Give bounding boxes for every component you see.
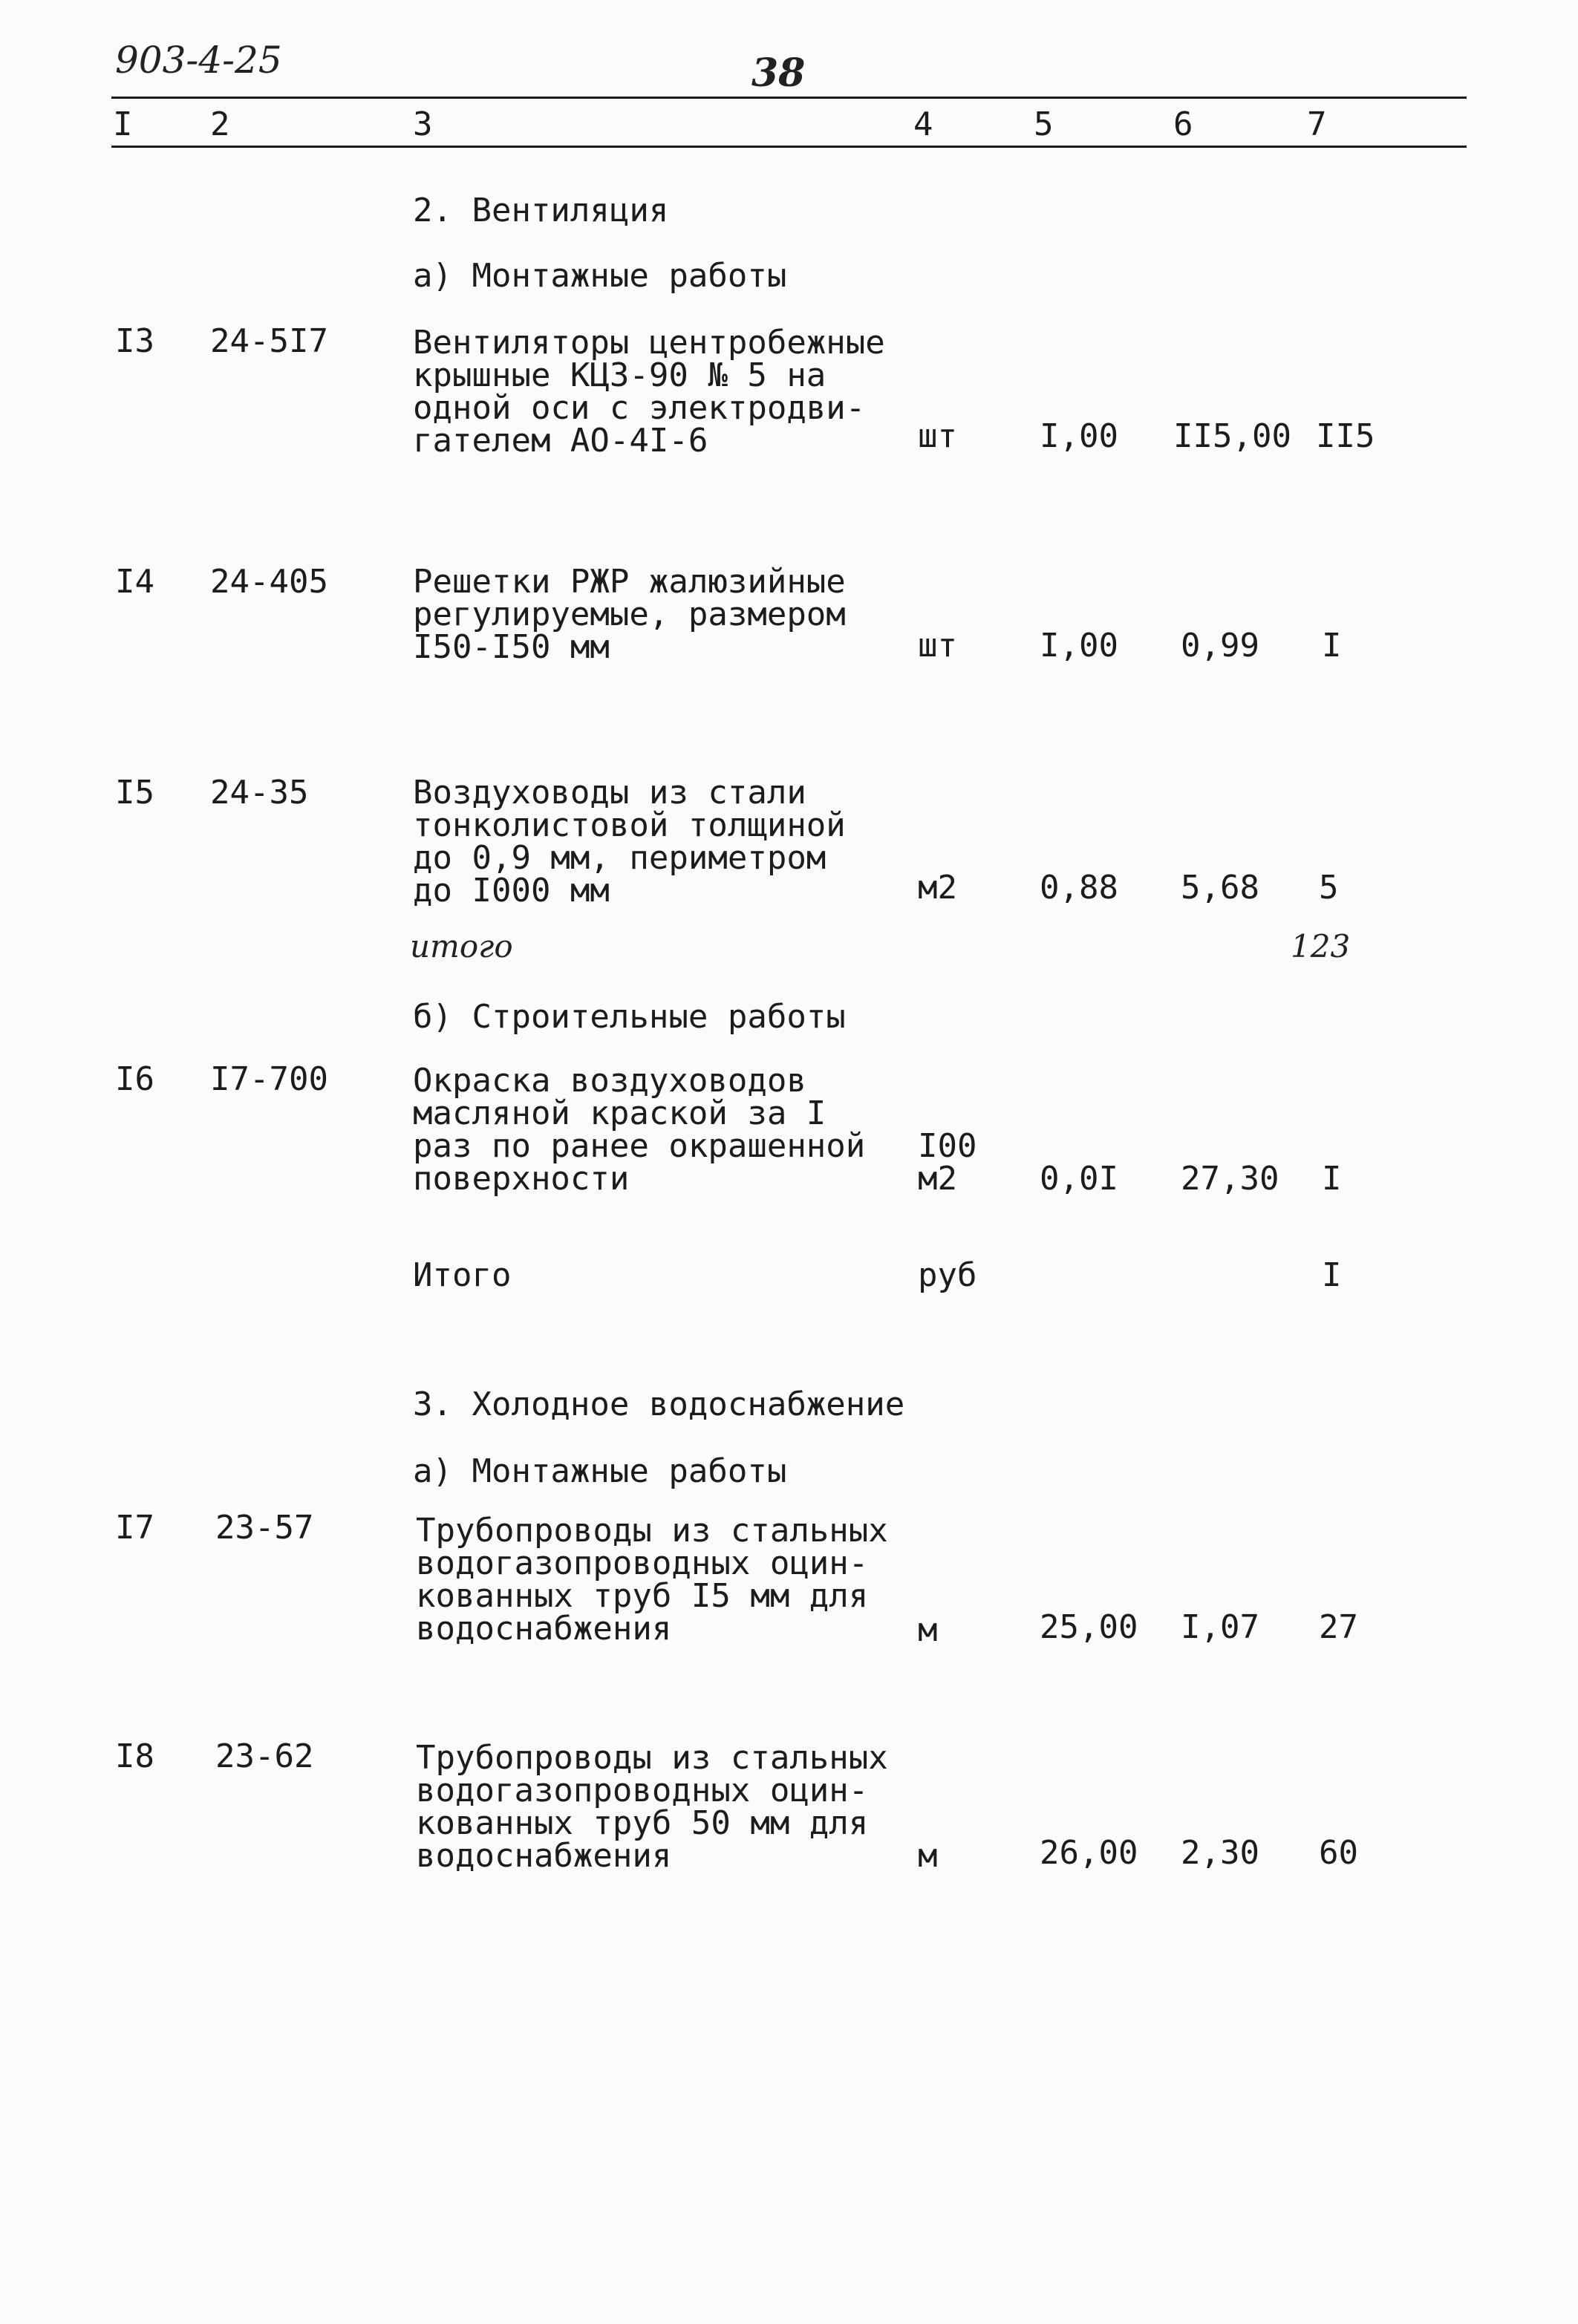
row-unit-price: 27,30 <box>1181 1160 1279 1198</box>
row-code: 23-57 <box>215 1509 314 1547</box>
row-total: I <box>1322 627 1342 665</box>
row-unit: м <box>918 1837 938 1875</box>
row-description: Окраска воздуховодов масляной краской за I раз по ранее окрашенной поверхности <box>413 1062 866 1198</box>
section-title-ventilation: 2. Вентиляция <box>413 192 669 229</box>
row-quantity: 25,00 <box>1040 1608 1138 1646</box>
subsection-ventilation-build: б) Строительные работы <box>413 998 846 1036</box>
row-code: 23-62 <box>215 1737 314 1775</box>
subtotal-value-handwritten: 123 <box>1291 928 1351 964</box>
row-number: I8 <box>115 1737 154 1775</box>
row-unit-price: I,07 <box>1181 1608 1259 1646</box>
row-unit-price: II5,00 <box>1173 417 1291 455</box>
row-total: I <box>1322 1160 1342 1198</box>
row-unit: м2 <box>918 869 957 907</box>
row-quantity: 0,88 <box>1040 869 1118 907</box>
column-header-1: I <box>113 105 133 143</box>
row-unit: шт <box>918 627 957 665</box>
row-total: 60 <box>1319 1834 1358 1872</box>
subsection-ventilation-mount: а) Монтажные работы <box>413 257 787 295</box>
row-unit: м <box>918 1611 938 1649</box>
column-header-7: 7 <box>1307 105 1327 143</box>
row-quantity: I,00 <box>1040 627 1118 665</box>
row-unit: I00 м2 <box>918 1127 977 1198</box>
row-total: II5 <box>1316 417 1375 455</box>
subsection-water-mount: а) Монтажные работы <box>413 1452 787 1490</box>
row-unit-price: 0,99 <box>1181 627 1259 665</box>
row-description: Трубопроводы из стальных водогазопроводных оцин- кованных труб 50 мм для водоснабжения <box>416 1739 888 1875</box>
row-code: 24-405 <box>210 563 328 601</box>
row-number: I4 <box>115 563 154 601</box>
row-quantity: 26,00 <box>1040 1834 1138 1872</box>
header-top-rule <box>111 97 1467 99</box>
column-header-5: 5 <box>1034 105 1054 143</box>
row-total: 27 <box>1319 1608 1358 1646</box>
document-code-handwritten: 903-4-25 <box>115 39 282 82</box>
row-code: 24-5I7 <box>210 322 328 360</box>
row-unit-price: 5,68 <box>1181 869 1259 907</box>
row-quantity: 0,0I <box>1040 1160 1118 1198</box>
row-number: I5 <box>115 774 154 812</box>
subtotal-value: I <box>1322 1256 1342 1294</box>
row-description: Решетки РЖР жалюзийные регулируемые, размером I50-I50 мм <box>413 563 846 666</box>
row-unit-price: 2,30 <box>1181 1834 1259 1872</box>
row-description: Трубопроводы из стальных водогазопроводных оцин- кованных труб I5 мм для водоснабжения <box>416 1512 888 1648</box>
column-header-3: 3 <box>413 105 433 143</box>
section-title-water: 3. Холодное водоснабжение <box>413 1385 905 1423</box>
column-header-2: 2 <box>210 105 230 143</box>
row-unit: шт <box>918 417 957 455</box>
row-description: Воздуховоды из стали тонколистовой толщиной до 0,9 мм, периметром до I000 мм <box>413 774 846 910</box>
subtotal-unit: руб <box>918 1256 977 1294</box>
row-quantity: I,00 <box>1040 417 1118 455</box>
subtotal-label-handwritten: итого <box>410 928 513 964</box>
row-number: I7 <box>115 1509 154 1547</box>
row-total: 5 <box>1319 869 1339 907</box>
page-number: 38 <box>751 50 806 96</box>
column-header-6: 6 <box>1173 105 1193 143</box>
row-number: I6 <box>115 1060 154 1098</box>
subtotal-label: Итого <box>413 1256 512 1294</box>
row-number: I3 <box>115 322 154 360</box>
column-header-4: 4 <box>913 105 933 143</box>
header-bottom-rule <box>111 146 1467 148</box>
row-description: Вентиляторы центробежные крышные КЦЗ-90 № 5 на одной оси с электродви- гателем АО-4I-6 <box>413 324 885 460</box>
row-code: 24-35 <box>210 774 309 812</box>
row-code: I7-700 <box>210 1060 328 1098</box>
